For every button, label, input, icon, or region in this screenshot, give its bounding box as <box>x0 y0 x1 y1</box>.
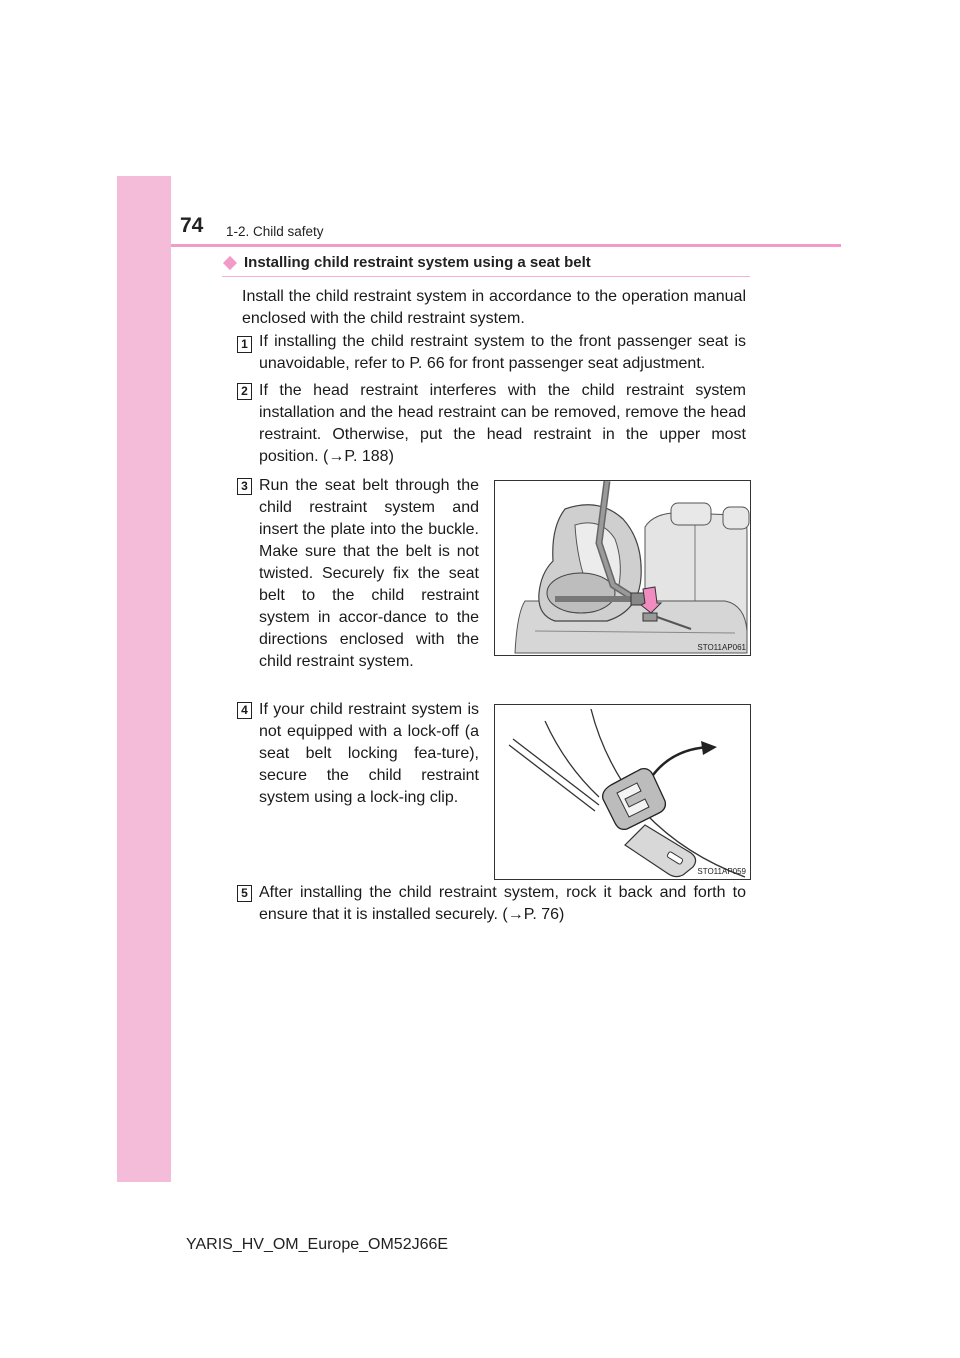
header-rule <box>171 244 841 247</box>
step-number-5: 5 <box>237 885 252 902</box>
diamond-bullet-icon <box>223 255 237 269</box>
step-text-4: If your child restraint system is not equipped with a lock-off (a seat belt locking fea-ture), secure the child restraint system using a lock-ing clip. <box>259 701 479 806</box>
step-number-4: 4 <box>237 702 252 719</box>
subsection-heading <box>222 254 750 271</box>
step-text-2: If the head restraint interferes with the child restraint system installation and the head restraint can be removed, remove the head restraint. Otherwise, put the head restraint in the upper most position. (→P. 188) <box>259 382 746 465</box>
subsection-heading-text: Installing child restraint system using a seat belt <box>244 254 591 271</box>
locking-clip-drawing <box>495 705 750 879</box>
figure-code-1: STO11AP061 <box>697 643 746 652</box>
figure-code-2: STO11AP059 <box>697 867 746 876</box>
locking-clip-illustration <box>494 704 751 880</box>
step-number-2: 2 <box>237 383 252 400</box>
page-number: 74 <box>180 214 204 237</box>
side-margin-band <box>117 176 171 1182</box>
step-number-1: 1 <box>237 336 252 353</box>
child-seat-drawing <box>495 481 750 655</box>
step-text-3: Run the seat belt through the child restraint system and insert the plate into the buckle. Make sure that the belt is not twisted. Securely fix the seat belt to the child restraint system in accor-dance to the directions enclosed with the child restraint system. <box>259 477 479 670</box>
document-footer-code: YARIS_HV_OM_Europe_OM52J66E <box>186 1236 449 1253</box>
step-text-1: If installing the child restraint system to the front passenger seat is unavoidable, refer to P. 66 for front passenger seat adjustment. <box>259 333 746 372</box>
heading-rule <box>222 276 750 277</box>
intro-paragraph: Install the child restraint system in accordance to the operation manual enclosed with the child restraint system. <box>242 288 746 327</box>
step-text-5: After installing the child restraint system, rock it back and forth to ensure that it is installed securely. (→P. 76) <box>259 884 746 923</box>
step-number-3: 3 <box>237 478 252 495</box>
child-seat-illustration <box>494 480 751 656</box>
section-title: 1-2. Child safety <box>226 224 324 239</box>
